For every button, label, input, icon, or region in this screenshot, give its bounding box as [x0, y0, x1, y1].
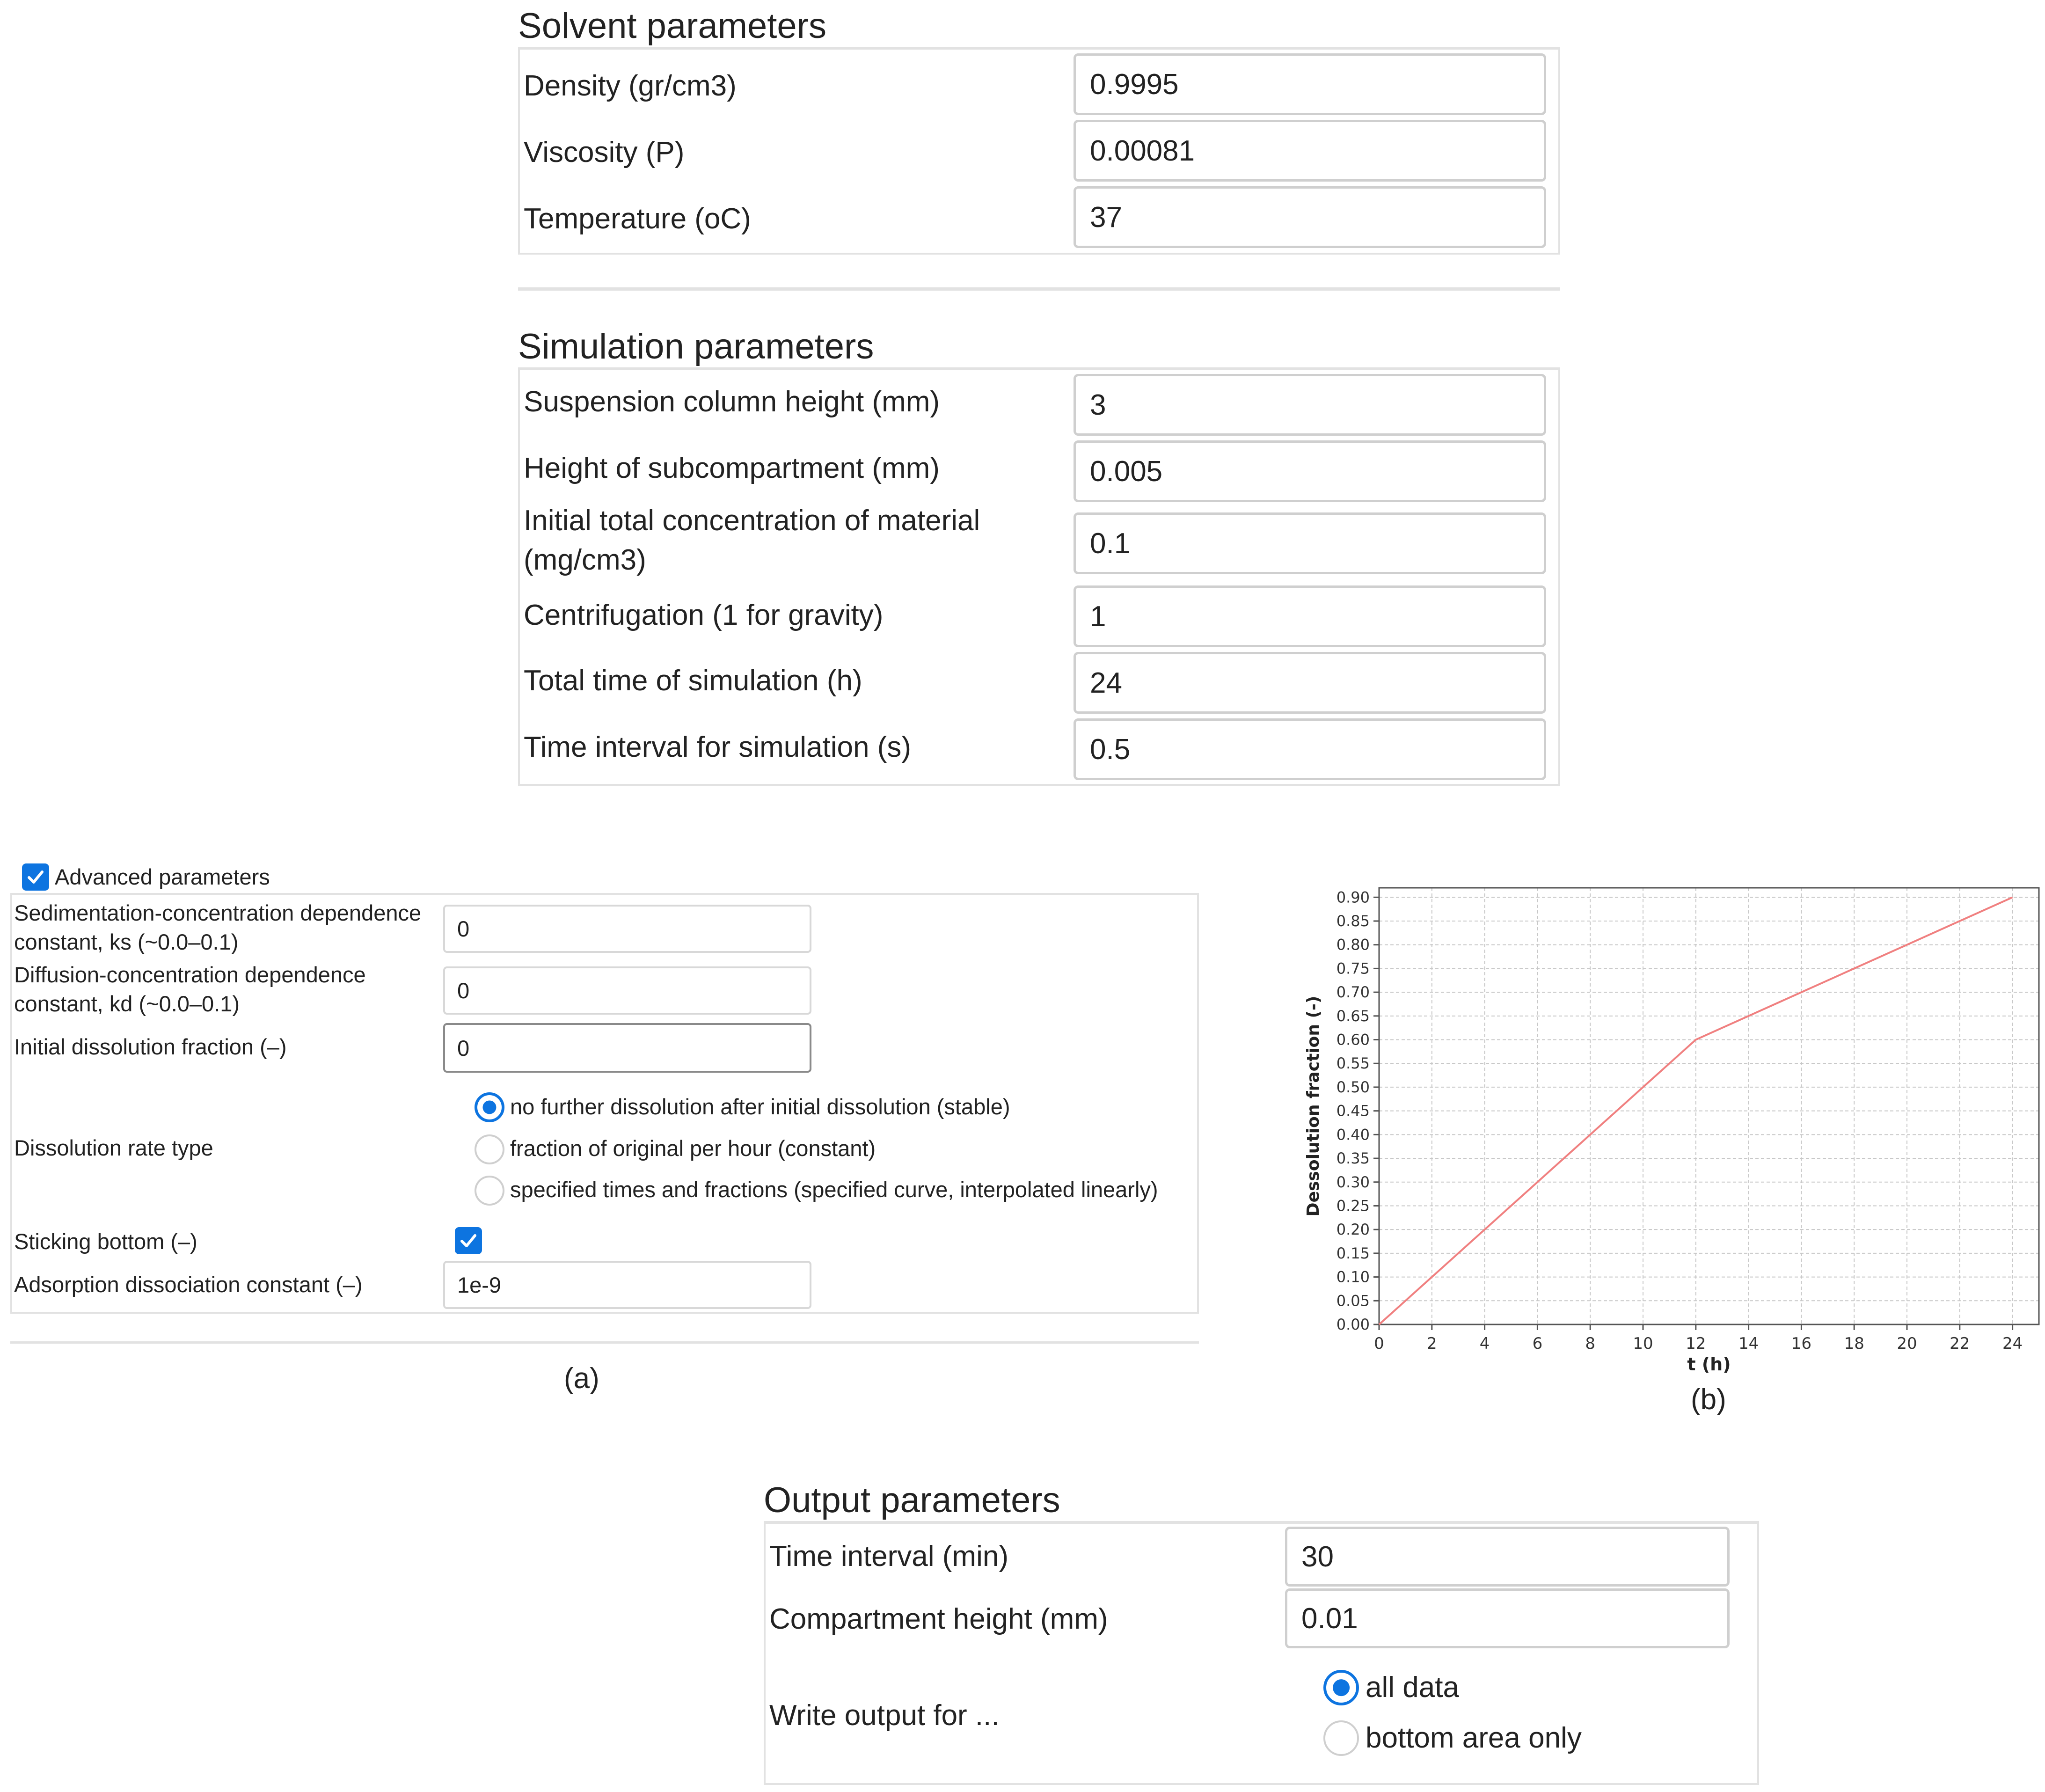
write-bottom-area-label: bottom area only: [1366, 1722, 1582, 1754]
y-tick-label: 0.00: [1336, 1316, 1370, 1333]
initial-concentration-label-line2: (mg/cm3): [524, 544, 646, 576]
y-tick-label: 0.35: [1336, 1149, 1370, 1168]
caption-b: (b): [1691, 1383, 1726, 1416]
x-tick-label: 16: [1791, 1334, 1812, 1353]
y-tick-label: 0.85: [1336, 912, 1370, 930]
centrifugation-input[interactable]: 1: [1074, 585, 1546, 647]
initial-dissolution-label: Initial dissolution fraction (–): [14, 1034, 287, 1059]
dissolution-curve-radio[interactable]: [475, 1176, 504, 1206]
plot-area: [1379, 888, 2039, 1324]
y-tick-label: 0.20: [1336, 1221, 1370, 1239]
y-tick-label: 0.55: [1336, 1054, 1370, 1073]
adsorption-input[interactable]: 1e-9: [443, 1261, 811, 1309]
x-tick-label: 12: [1686, 1334, 1706, 1353]
initial-dissolution-input[interactable]: 0: [443, 1023, 811, 1073]
kd-label: Diffusion-concentration dependence: [14, 962, 366, 987]
temperature-label: Temperature (oC): [524, 203, 751, 235]
subcompartment-height-input[interactable]: 0.005: [1074, 440, 1546, 502]
dissolution-stable-label: no further dissolution after initial dissolution (stable): [510, 1094, 1010, 1119]
solvent-title: Solvent parameters: [518, 6, 826, 46]
initial-concentration-label: Initial total concentration of material: [524, 505, 980, 537]
check-icon: [459, 1231, 478, 1251]
write-all-data-label: all data: [1366, 1671, 1459, 1704]
y-tick-label: 0.10: [1336, 1268, 1370, 1286]
viscosity-label: Viscosity (P): [524, 136, 685, 168]
ks-label-line2: constant, ks (~0.0–0.1): [14, 929, 239, 954]
kd-input[interactable]: 0: [443, 966, 811, 1015]
simulation-table: [518, 369, 1560, 786]
y-tick-label: 0.45: [1336, 1102, 1370, 1120]
write-bottom-area-radio[interactable]: [1323, 1720, 1359, 1756]
output-title: Output parameters: [764, 1480, 1060, 1520]
x-tick-label: 2: [1426, 1334, 1437, 1353]
x-tick-label: 22: [1950, 1334, 1970, 1353]
total-time-input[interactable]: 24: [1074, 652, 1546, 714]
advanced-parameters-label: Advanced parameters: [55, 864, 270, 889]
x-tick-label: 20: [1897, 1334, 1917, 1353]
x-tick-label: 8: [1585, 1334, 1596, 1353]
y-tick-label: 0.15: [1336, 1244, 1370, 1262]
y-tick-label: 0.25: [1336, 1197, 1370, 1215]
dissolution-stable-radio[interactable]: [475, 1092, 504, 1122]
time-interval-input[interactable]: 0.5: [1074, 718, 1546, 780]
initial-concentration-input[interactable]: 0.1: [1074, 512, 1546, 574]
viscosity-input[interactable]: 0.00081: [1074, 120, 1546, 182]
time-interval-label: Time interval for simulation (s): [524, 731, 912, 763]
ks-input[interactable]: 0: [443, 905, 811, 953]
dissolution-curve-label: specified times and fractions (specified curve, interpolated linearly): [510, 1177, 1158, 1202]
y-tick-label: 0.50: [1336, 1078, 1370, 1096]
output-table: [764, 1523, 1759, 1785]
simulation-title: Simulation parameters: [518, 327, 874, 366]
advanced-bottom-rule: [10, 1341, 1199, 1344]
ks-label: Sedimentation-concentration dependence: [14, 900, 422, 925]
sticking-bottom-label: Sticking bottom (–): [14, 1229, 197, 1254]
x-tick-label: 6: [1532, 1334, 1543, 1353]
y-tick-label: 0.90: [1336, 888, 1370, 907]
write-all-data-radio[interactable]: [1323, 1670, 1359, 1705]
dissolution-constant-radio[interactable]: [475, 1134, 504, 1164]
section-divider: [518, 287, 1560, 291]
solvent-table: [518, 49, 1560, 255]
sticking-bottom-checkbox[interactable]: [455, 1227, 482, 1254]
x-tick-label: 14: [1738, 1334, 1759, 1353]
y-tick-label: 0.30: [1336, 1173, 1370, 1191]
advanced-parameters-checkbox[interactable]: [22, 863, 49, 891]
density-label: Density (gr/cm3): [524, 70, 737, 102]
x-axis-label: t (h): [1687, 1354, 1731, 1375]
centrifugation-label: Centrifugation (1 for gravity): [524, 599, 884, 631]
total-time-label: Total time of simulation (h): [524, 665, 862, 697]
y-tick-label: 0.05: [1336, 1292, 1370, 1310]
output-time-interval-label: Time interval (min): [769, 1540, 1008, 1573]
density-input[interactable]: 0.9995: [1074, 53, 1546, 115]
kd-label-line2: constant, kd (~0.0–0.1): [14, 991, 240, 1016]
x-tick-label: 4: [1479, 1334, 1490, 1353]
compartment-height-input[interactable]: 0.01: [1285, 1588, 1730, 1648]
dissolution-constant-label: fraction of original per hour (constant): [510, 1136, 876, 1161]
x-tick-label: 10: [1633, 1334, 1653, 1353]
y-axis-label: Dessolution fraction (-): [1304, 995, 1323, 1217]
x-tick-label: 18: [1844, 1334, 1864, 1353]
output-time-interval-input[interactable]: 30: [1285, 1527, 1730, 1587]
y-tick-label: 0.75: [1336, 959, 1370, 978]
y-tick-label: 0.40: [1336, 1126, 1370, 1144]
y-tick-label: 0.80: [1336, 936, 1370, 954]
dissolution-rate-label: Dissolution rate type: [14, 1135, 213, 1160]
x-tick-label: 0: [1374, 1334, 1384, 1353]
caption-a: (a): [564, 1362, 599, 1395]
y-tick-label: 0.65: [1336, 1007, 1370, 1025]
dissolution-chart: [1292, 870, 2040, 1409]
check-icon: [26, 867, 45, 887]
temperature-input[interactable]: 37: [1074, 186, 1546, 248]
write-output-label: Write output for ...: [769, 1699, 1000, 1732]
compartment-height-label: Compartment height (mm): [769, 1603, 1108, 1635]
y-tick-label: 0.60: [1336, 1031, 1370, 1049]
column-height-label: Suspension column height (mm): [524, 386, 940, 418]
subcompartment-height-label: Height of subcompartment (mm): [524, 452, 940, 484]
y-tick-label: 0.70: [1336, 983, 1370, 1002]
column-height-input[interactable]: 3: [1074, 374, 1546, 436]
adsorption-label: Adsorption dissociation constant (–): [14, 1272, 363, 1297]
x-tick-label: 24: [2002, 1334, 2023, 1353]
